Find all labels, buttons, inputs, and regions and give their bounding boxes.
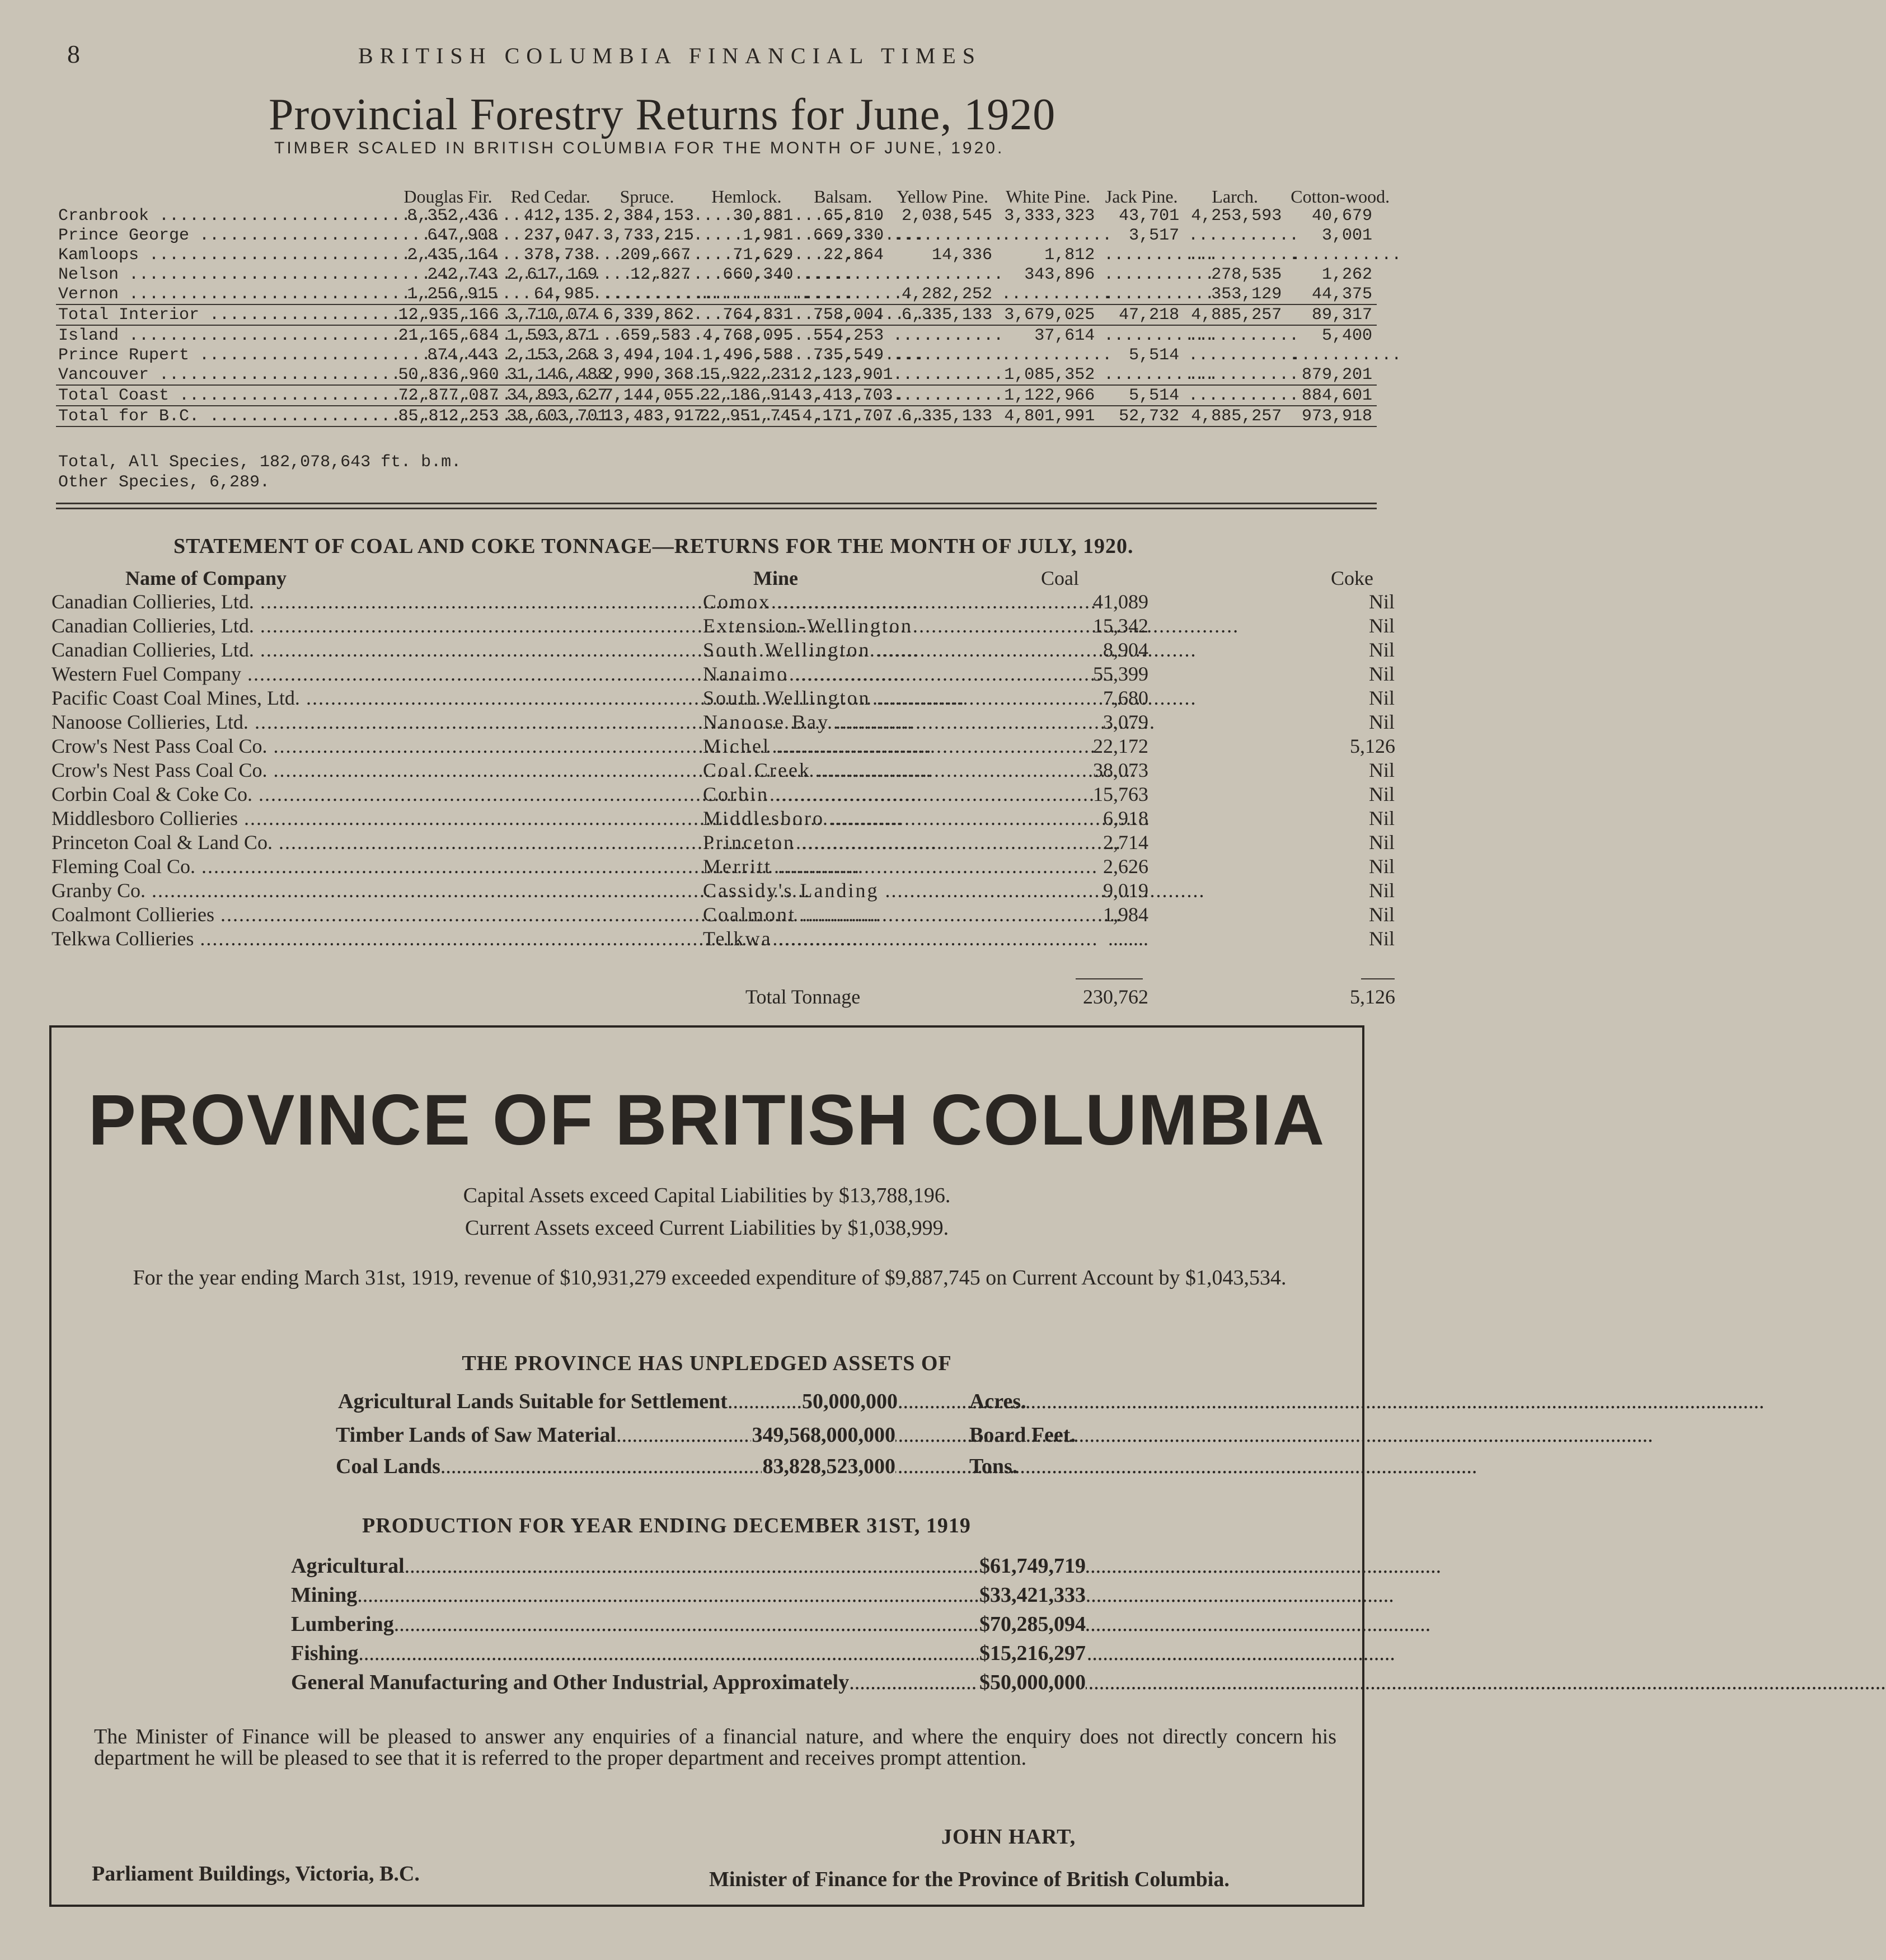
company-name: Nanoose Collieries, Ltd. ..... bbox=[51, 710, 701, 734]
district-label: Vernon ..... bbox=[58, 285, 854, 304]
total-rule bbox=[1361, 978, 1395, 979]
species-column-header: Larch. bbox=[1212, 186, 1258, 207]
coal-tonnage: 38,073 bbox=[1093, 759, 1148, 781]
forestry-cell: 38,603,701 bbox=[502, 406, 598, 426]
production-label: Fishing ..... bbox=[291, 1641, 1395, 1666]
forestry-cell: 50,836,960 bbox=[398, 365, 499, 385]
coal-row bbox=[51, 879, 1395, 903]
forestry-cell: 22,951,745 bbox=[695, 406, 797, 426]
forestry-cell: 2,038,545 bbox=[902, 206, 993, 226]
company-name: Canadian Collieries, Ltd. ..... bbox=[51, 590, 701, 614]
species-column-header: Balsam. bbox=[814, 186, 872, 207]
production-value: $70,285,094 bbox=[979, 1612, 1086, 1636]
company-name: Canadian Collieries, Ltd. ..... bbox=[51, 614, 701, 638]
forestry-cell: 764,831 bbox=[695, 304, 797, 325]
mine-name: Nanaimo ..... bbox=[703, 662, 1044, 686]
asset-value: 349,568,000,000 bbox=[752, 1423, 895, 1447]
forestry-note: Other Species, 6,289. bbox=[58, 473, 270, 492]
forestry-cell: 31,146,488 bbox=[506, 365, 608, 385]
forestry-cell: 353,129 bbox=[1211, 284, 1282, 304]
forestry-cell: 3,733,215 bbox=[603, 226, 694, 245]
species-column-header: Cotton-wood. bbox=[1291, 186, 1390, 207]
forestry-cell: 2,617,169 bbox=[506, 265, 598, 284]
forestry-cell: 4,885,257 bbox=[1184, 304, 1286, 325]
coal-header-coal: Coal bbox=[1041, 567, 1079, 589]
forestry-cell: 669,330 bbox=[813, 226, 884, 245]
mine-name: Middlesboro ..... bbox=[703, 806, 1044, 831]
forestry-cell: 52,732 bbox=[1099, 406, 1184, 426]
forestry-cell: 884,601 bbox=[1286, 385, 1377, 406]
coke-tonnage: Nil bbox=[1368, 783, 1395, 805]
forestry-cell: ........... bbox=[1188, 345, 1299, 365]
forestry-cell: ........... bbox=[1291, 245, 1402, 265]
forestry-cell: 209,667 bbox=[620, 245, 691, 265]
coal-row bbox=[51, 831, 1395, 855]
company-name: Telkwa Collieries ..... bbox=[51, 927, 701, 951]
forestry-header-row bbox=[56, 162, 1377, 206]
coal-tonnage: 15,763 bbox=[1093, 783, 1148, 805]
mine-name: Cassidy's Landing ..... bbox=[703, 879, 1044, 903]
coal-header-mine: Mine bbox=[753, 567, 798, 589]
production-value: $33,421,333 bbox=[979, 1583, 1086, 1607]
forestry-cell: 22,186,914 bbox=[695, 385, 797, 406]
coal-tonnage: 15,342 bbox=[1093, 615, 1148, 637]
coal-row bbox=[51, 903, 1395, 927]
company-name: Canadian Collieries, Ltd. ..... bbox=[51, 638, 701, 662]
mine-name: Coal Creek ..... bbox=[703, 758, 1044, 782]
forestry-cell: ........... bbox=[893, 326, 1004, 345]
forestry-cell: 6,339,862 bbox=[599, 304, 695, 325]
coke-tonnage: Nil bbox=[1368, 807, 1395, 829]
forestry-cell: 2,435,164 bbox=[407, 245, 498, 265]
district-name bbox=[56, 325, 393, 345]
coke-tonnage: Nil bbox=[1368, 639, 1395, 661]
forestry-row bbox=[56, 206, 1377, 226]
forestry-cell: 3,333,323 bbox=[1004, 206, 1095, 226]
mine-name: South Wellington ..... bbox=[703, 638, 1044, 662]
mine-name: Extension-Wellington ..... bbox=[703, 614, 1044, 638]
coal-tonnage: 7,680 bbox=[1103, 687, 1148, 709]
forestry-cell: 3,517 bbox=[1129, 226, 1180, 245]
forestry-cell: ........... bbox=[893, 226, 1004, 245]
forestry-cell: 1,981 bbox=[743, 226, 794, 245]
district-label: Total Interior ..... bbox=[58, 306, 935, 325]
forestry-cell: 237,047 bbox=[523, 226, 594, 245]
forestry-row bbox=[56, 226, 1377, 245]
forestry-cell: 14,336 bbox=[932, 245, 993, 265]
coke-total-value: 5,126 bbox=[1350, 986, 1395, 1008]
forestry-row bbox=[56, 365, 1377, 385]
ad-current-assets-line: Current Assets exceed Current Liabilities by $1,038,999. bbox=[465, 1216, 949, 1240]
coal-row bbox=[51, 662, 1395, 686]
district-name bbox=[56, 304, 393, 325]
production-value: $61,749,719 bbox=[979, 1554, 1086, 1578]
coal-row bbox=[51, 927, 1395, 951]
district-name bbox=[56, 206, 393, 226]
forestry-cell: ........... bbox=[1104, 265, 1215, 284]
forestry-cell: ........... bbox=[1001, 284, 1113, 304]
forestry-title: Provincial Forestry Returns for June, 1920 bbox=[269, 90, 1056, 139]
company-name: Princeton Coal & Land Co. ..... bbox=[51, 831, 701, 855]
coal-row bbox=[51, 590, 1395, 614]
forestry-cell: 12,935,166 bbox=[393, 304, 502, 325]
assets-heading: THE PROVINCE HAS UNPLEDGED ASSETS OF bbox=[462, 1352, 952, 1375]
forestry-subtitle: TIMBER SCALED IN BRITISH COLUMBIA FOR THE MONTH OF JUNE, 1920. bbox=[274, 139, 1005, 157]
forestry-row bbox=[56, 284, 1377, 304]
mine-name: Merritt ..... bbox=[703, 855, 1044, 879]
coal-title: STATEMENT OF COAL AND COKE TONNAGE—RETURNS FOR THE MONTH OF JULY, 1920. bbox=[173, 534, 1134, 558]
forestry-cell: 4,801,991 bbox=[997, 406, 1099, 426]
coal-tonnage: 41,089 bbox=[1093, 590, 1148, 613]
forestry-cell: 874,443 bbox=[427, 345, 498, 365]
company-name: Granby Co. ..... bbox=[51, 879, 701, 903]
company-name: Corbin Coal & Coke Co. ..... bbox=[51, 782, 701, 806]
coal-tonnage: 1,984 bbox=[1103, 903, 1148, 926]
district-name bbox=[56, 226, 393, 245]
forestry-cell: 1,262 bbox=[1321, 265, 1372, 284]
forestry-cell: 4,885,257 bbox=[1184, 406, 1286, 426]
forestry-cell: ........... bbox=[802, 265, 913, 284]
coal-tonnage: 3,079 bbox=[1103, 711, 1148, 733]
forestry-cell: ........... bbox=[1188, 245, 1299, 265]
production-row bbox=[291, 1670, 1086, 1698]
ad-title: PROVINCE OF BRITISH COLUMBIA bbox=[88, 1080, 1326, 1160]
mine-name: Michel ..... bbox=[703, 734, 1044, 758]
species-column-header: Hemlock. bbox=[711, 186, 782, 207]
forestry-cell: 242,743 bbox=[427, 265, 498, 284]
forestry-cell: 3,001 bbox=[1321, 226, 1372, 245]
forestry-cell: ........... bbox=[1104, 326, 1215, 345]
asset-value: 83,828,523,000 bbox=[762, 1455, 895, 1478]
company-name: Pacific Coast Coal Mines, Ltd. ..... bbox=[51, 686, 701, 710]
forestry-cell: 3,710,074 bbox=[502, 304, 598, 325]
section-divider bbox=[56, 503, 1377, 509]
mine-name: Nanoose Bay ..... bbox=[703, 710, 1044, 734]
coal-total-value: 230,762 bbox=[1083, 986, 1148, 1008]
forestry-cell: 973,918 bbox=[1286, 406, 1377, 426]
forestry-cell: 47,218 bbox=[1099, 304, 1184, 325]
forestry-cell: 660,340 bbox=[723, 265, 794, 284]
forestry-cell: ........... bbox=[888, 385, 997, 406]
coal-tonnage: 2,626 bbox=[1103, 855, 1148, 878]
forestry-row bbox=[56, 245, 1377, 265]
forestry-total-row bbox=[56, 304, 1377, 325]
forestry-row bbox=[56, 345, 1377, 365]
ad-capital-assets-line: Capital Assets exceed Capital Liabilities by $13,788,196. bbox=[463, 1184, 951, 1207]
forestry-cell: 13,483,917 bbox=[599, 406, 695, 426]
coal-tonnage: 2,714 bbox=[1103, 831, 1148, 854]
asset-unit: Board Feet. bbox=[969, 1423, 1076, 1447]
mine-name: Comox ..... bbox=[703, 590, 1044, 614]
species-column-header: Yellow Pine. bbox=[897, 186, 988, 207]
forestry-cell: 879,201 bbox=[1301, 365, 1372, 385]
coke-tonnage: Nil bbox=[1368, 663, 1395, 685]
district-name bbox=[56, 365, 393, 385]
forestry-cell: 4,282,252 bbox=[902, 284, 993, 304]
forestry-cell: 1,496,588 bbox=[702, 345, 794, 365]
asset-unit: Acres. bbox=[969, 1390, 1026, 1413]
asset-label: Timber Lands of Saw Material ..... bbox=[336, 1423, 1653, 1447]
coke-tonnage: Nil bbox=[1368, 831, 1395, 854]
company-name: Crow's Nest Pass Coal Co. ..... bbox=[51, 734, 701, 758]
forestry-cell: 30,881 bbox=[733, 206, 794, 226]
forestry-cell: 4,768,095 bbox=[702, 326, 794, 345]
coal-row bbox=[51, 806, 1395, 831]
mine-name: Coalmont ..... bbox=[703, 903, 1044, 927]
asset-row bbox=[336, 1423, 895, 1451]
ad-revenue-paragraph: For the year ending March 31st, 1919, revenue of $10,931,279 exceeded expenditure of $9,887,745 on Current Account by $1,043,534. bbox=[133, 1266, 1287, 1290]
coke-tonnage: Nil bbox=[1368, 759, 1395, 781]
coal-tonnage: 22,172 bbox=[1093, 735, 1148, 757]
mine-name: Princeton ..... bbox=[703, 831, 1044, 855]
company-name: Coalmont Collieries ..... bbox=[51, 903, 701, 927]
coke-tonnage: Nil bbox=[1368, 927, 1395, 950]
running-title: BRITISH COLUMBIA FINANCIAL TIMES bbox=[358, 43, 982, 68]
production-label: General Manufacturing and Other Industrial, Approximately ..... bbox=[291, 1670, 1886, 1695]
production-value: $50,000,000 bbox=[979, 1671, 1086, 1694]
forestry-cell: 5,400 bbox=[1321, 326, 1372, 345]
district-label: Total Coast ..... bbox=[58, 386, 904, 405]
forestry-cell: 72,877,087 bbox=[393, 385, 502, 406]
forestry-cell: 44,375 bbox=[1311, 284, 1372, 304]
forestry-cell: 40,679 bbox=[1311, 206, 1372, 226]
forestry-cell: ........... bbox=[1291, 345, 1402, 365]
forestry-cell: 85,812,253 bbox=[393, 406, 502, 426]
asset-value: 50,000,000 bbox=[802, 1390, 898, 1413]
forestry-cell: 2,384,153 bbox=[603, 206, 694, 226]
forestry-cell: ........... bbox=[603, 284, 714, 304]
district-label: Total for B.C. ..... bbox=[58, 407, 935, 426]
forestry-cell: ........... bbox=[893, 365, 1004, 385]
company-name: Crow's Nest Pass Coal Co. ..... bbox=[51, 758, 701, 782]
forestry-cell: 4,171,707 bbox=[797, 406, 888, 426]
coal-row bbox=[51, 614, 1395, 638]
production-row bbox=[291, 1583, 1086, 1611]
species-column-header: Jack Pine. bbox=[1105, 186, 1178, 207]
coal-table bbox=[51, 590, 1395, 951]
forestry-cell: 22,864 bbox=[823, 245, 884, 265]
district-name bbox=[56, 245, 393, 265]
forestry-cell: 37,614 bbox=[1034, 326, 1095, 345]
forestry-cell: 278,535 bbox=[1211, 265, 1282, 284]
forestry-cell: 659,583 bbox=[620, 326, 691, 345]
asset-label: Coal Lands ..... bbox=[336, 1454, 1477, 1479]
forestry-cell: ........... bbox=[1184, 385, 1286, 406]
signature-name: JOHN HART, bbox=[941, 1825, 1076, 1849]
mine-name: South Wellington ..... bbox=[703, 686, 1044, 710]
asset-row bbox=[338, 1389, 898, 1417]
species-column-header: Red Cedar. bbox=[510, 186, 590, 207]
province-advertisement bbox=[49, 1025, 1364, 1907]
company-name: Middlesboro Collieries ..... bbox=[51, 806, 701, 831]
ad-address: Parliament Buildings, Victoria, B.C. bbox=[92, 1862, 420, 1886]
forestry-cell: 6,335,133 bbox=[888, 406, 997, 426]
asset-label: Agricultural Lands Suitable for Settlement ..... bbox=[338, 1389, 1764, 1414]
production-label: Mining ..... bbox=[291, 1583, 1394, 1607]
forestry-cell: ........... bbox=[802, 284, 913, 304]
signature-title: Minister of Finance for the Province of British Columbia. bbox=[709, 1868, 1230, 1891]
forestry-cell: 89,317 bbox=[1286, 304, 1377, 325]
forestry-cell: 378,738 bbox=[523, 245, 594, 265]
forestry-cell: ........... bbox=[893, 265, 1004, 284]
coke-tonnage: Nil bbox=[1368, 903, 1395, 926]
forestry-cell: 12,827 bbox=[630, 265, 691, 284]
forestry-cell: 7,144,055 bbox=[599, 385, 695, 406]
species-column-header: Douglas Fir. bbox=[404, 186, 492, 207]
forestry-note: Total, All Species, 182,078,643 ft. b.m. bbox=[58, 453, 462, 472]
forestry-cell: 1,122,966 bbox=[997, 385, 1099, 406]
coke-tonnage: Nil bbox=[1368, 615, 1395, 637]
total-rule bbox=[1076, 978, 1143, 979]
district-label: Nelson ..... bbox=[58, 265, 854, 284]
forestry-cell: 34,893,627 bbox=[502, 385, 598, 406]
district-column-header bbox=[56, 162, 393, 206]
forestry-cell: 4,253,593 bbox=[1191, 206, 1282, 226]
forestry-cell: 3,494,104 bbox=[603, 345, 694, 365]
coal-total-label: Total Tonnage bbox=[745, 986, 861, 1008]
species-column-header: Spruce. bbox=[620, 186, 674, 207]
coke-tonnage: Nil bbox=[1368, 711, 1395, 733]
forestry-cell: ........... bbox=[1104, 365, 1215, 385]
forestry-cell: ........... bbox=[1001, 345, 1113, 365]
forestry-total-row bbox=[56, 406, 1377, 426]
coke-tonnage: 5,126 bbox=[1350, 735, 1395, 757]
forestry-cell: 5,514 bbox=[1099, 385, 1184, 406]
forestry-cell: ........... bbox=[700, 284, 811, 304]
production-row bbox=[291, 1641, 1086, 1669]
forestry-cell: 6,335,133 bbox=[888, 304, 997, 325]
coal-row bbox=[51, 734, 1395, 758]
ad-closing-paragraph: The Minister of Finance will be pleased to answer any enquiries of a financial nature, and where the enquiry does not directly concern his department he will be pleased to see that it is referred to the proper department and receives prompt attention. bbox=[94, 1725, 1336, 1770]
forestry-cell: 1,256,915 bbox=[407, 284, 498, 304]
mine-name: Telkwa ..... bbox=[703, 927, 1044, 951]
forestry-cell: 1,812 bbox=[1044, 245, 1095, 265]
forestry-cell: 43,701 bbox=[1119, 206, 1180, 226]
forestry-cell: 647,908 bbox=[427, 226, 498, 245]
forestry-cell: ........... bbox=[1104, 245, 1215, 265]
forestry-cell: 71,629 bbox=[733, 245, 794, 265]
coal-row bbox=[51, 758, 1395, 782]
coke-tonnage: Nil bbox=[1368, 879, 1395, 902]
forestry-cell: 5,514 bbox=[1129, 345, 1180, 365]
forestry-cell: 412,135 bbox=[523, 206, 594, 226]
forestry-cell: 21,165,684 bbox=[398, 326, 499, 345]
coal-row bbox=[51, 638, 1395, 662]
coal-tonnage: 9,019 bbox=[1103, 879, 1148, 902]
coal-total-row bbox=[51, 985, 1395, 1010]
coal-tonnage: 6,918 bbox=[1103, 807, 1148, 829]
district-name bbox=[56, 284, 393, 304]
district-name bbox=[56, 406, 393, 426]
production-label: Lumbering ..... bbox=[291, 1612, 1430, 1637]
coke-tonnage: Nil bbox=[1368, 687, 1395, 709]
forestry-cell: 2,153,268 bbox=[506, 345, 598, 365]
forestry-total-row bbox=[56, 385, 1377, 406]
coal-row bbox=[51, 686, 1395, 710]
forestry-cell: 758,004 bbox=[797, 304, 888, 325]
forestry-cell: 3,679,025 bbox=[997, 304, 1099, 325]
coal-tonnage: 8,904 bbox=[1103, 639, 1148, 661]
coke-tonnage: Nil bbox=[1368, 855, 1395, 878]
coal-header-coke: Coke bbox=[1331, 567, 1373, 589]
forestry-cell: 2,990,368 bbox=[603, 365, 694, 385]
forestry-cell: ........... bbox=[1188, 326, 1299, 345]
district-label: Vancouver ..... bbox=[58, 365, 884, 385]
production-row bbox=[291, 1612, 1086, 1640]
forestry-cell: 15,922,231 bbox=[700, 365, 801, 385]
district-label: Prince George ..... bbox=[58, 226, 925, 245]
forestry-cell: 1,085,352 bbox=[1004, 365, 1095, 385]
coke-tonnage: Nil bbox=[1368, 590, 1395, 613]
coal-tonnage: ........ bbox=[1108, 927, 1148, 950]
forestry-cell: 343,896 bbox=[1024, 265, 1095, 284]
district-label: Island ..... bbox=[58, 326, 854, 345]
forestry-cell: 3,413,703 bbox=[797, 385, 888, 406]
coal-tonnage: 55,399 bbox=[1093, 663, 1148, 685]
coal-row bbox=[51, 782, 1395, 806]
forestry-cell: ........... bbox=[1104, 284, 1215, 304]
district-name bbox=[56, 265, 393, 284]
district-name bbox=[56, 385, 393, 406]
district-label: Cranbrook ..... bbox=[58, 207, 884, 226]
forestry-row bbox=[56, 265, 1377, 284]
forestry-cell: ........... bbox=[893, 345, 1004, 365]
asset-unit: Tons. bbox=[969, 1455, 1018, 1478]
production-value: $15,216,297 bbox=[979, 1642, 1086, 1665]
forestry-cell: 8,352,436 bbox=[407, 206, 498, 226]
mine-name: Corbin ..... bbox=[703, 782, 1044, 806]
forestry-cell: ........... bbox=[1001, 226, 1113, 245]
company-name: Western Fuel Company ..... bbox=[51, 662, 701, 686]
coal-header-company: Name of Company bbox=[125, 567, 287, 589]
forestry-cell: 2,123,901 bbox=[802, 365, 893, 385]
production-label: Agricultural ..... bbox=[291, 1554, 1441, 1578]
coal-row bbox=[51, 855, 1395, 879]
forestry-notes bbox=[58, 452, 461, 493]
page-header bbox=[67, 34, 1097, 78]
species-column-header: White Pine. bbox=[1006, 186, 1091, 207]
forestry-cell: 65,810 bbox=[823, 206, 884, 226]
district-label: Kamloops ..... bbox=[58, 246, 874, 265]
forestry-cell: 64,985 bbox=[533, 284, 594, 304]
district-label: Prince Rupert ..... bbox=[58, 346, 925, 365]
company-name: Fleming Coal Co. ..... bbox=[51, 855, 701, 879]
coal-row bbox=[51, 710, 1395, 734]
forestry-cell: 1,593,871 bbox=[506, 326, 598, 345]
production-heading: PRODUCTION FOR YEAR ENDING DECEMBER 31ST, 1919 bbox=[362, 1514, 971, 1537]
production-row bbox=[291, 1554, 1086, 1582]
asset-row bbox=[336, 1454, 895, 1482]
forestry-cell: 554,253 bbox=[813, 326, 884, 345]
forestry-cell: ........... bbox=[1188, 365, 1299, 385]
forestry-cell: 735,549 bbox=[813, 345, 884, 365]
forestry-cell: ........... bbox=[1188, 226, 1299, 245]
forestry-row bbox=[56, 325, 1377, 345]
forestry-table bbox=[56, 162, 1402, 427]
district-name bbox=[56, 345, 393, 365]
page-number: 8 bbox=[67, 40, 80, 68]
